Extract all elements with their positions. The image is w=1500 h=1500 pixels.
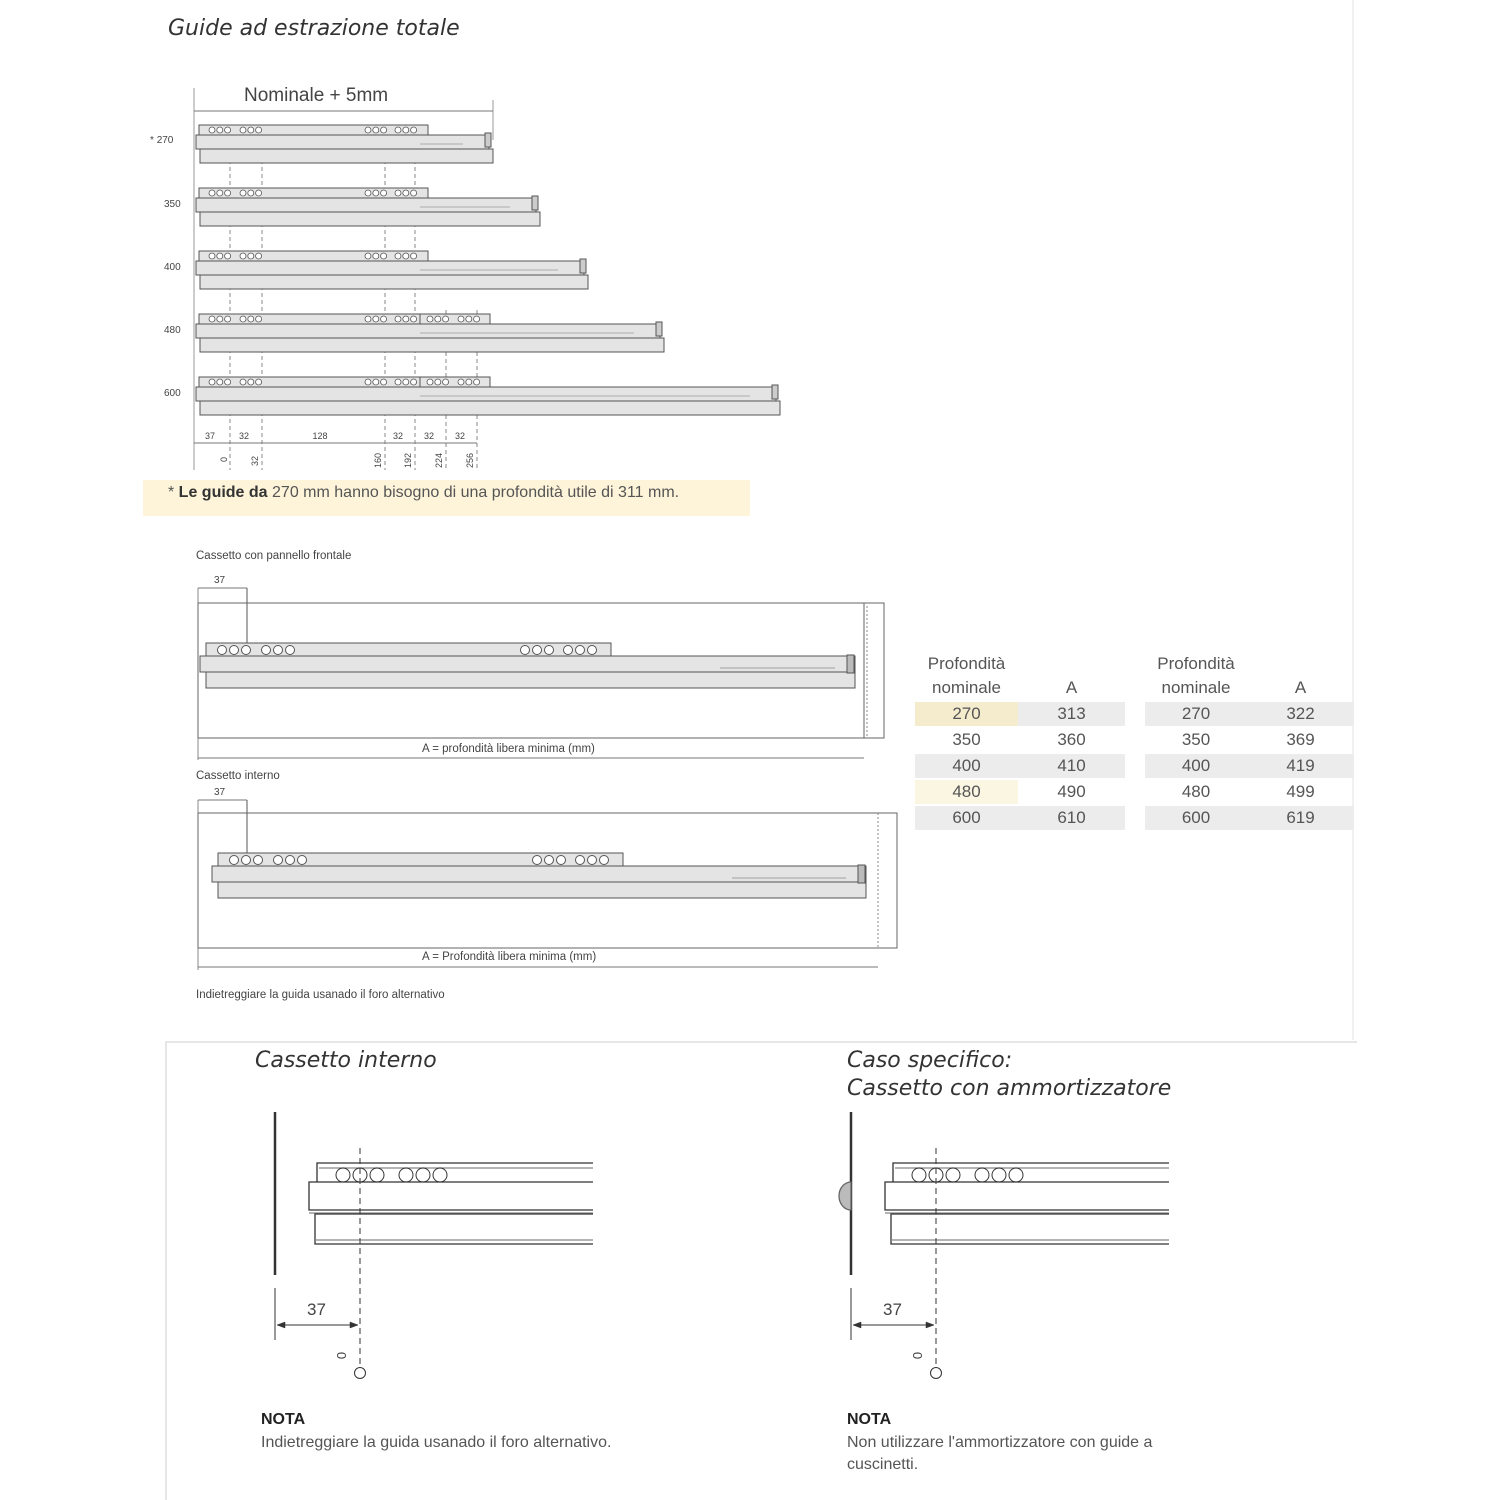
dim-arrow-right [350, 1322, 358, 1328]
rail-label-480: 480 [164, 325, 181, 336]
nota-right-heading: NOTA [847, 1411, 892, 1428]
detail-right-zero: 0 [910, 1351, 926, 1360]
table-row: 270 313 [915, 702, 1125, 726]
detail-left [275, 1112, 593, 1379]
detail-left-zero: 0 [334, 1351, 350, 1360]
table-row: 600 610 [915, 806, 1125, 830]
nota-left-text: Indietreggiare la guida usanado il foro alternativo. [261, 1434, 612, 1451]
rail-label-600: 600 [164, 388, 181, 399]
rail-hole [1009, 1168, 1023, 1182]
section1-a-label: A = profondità libera minima (mm) [422, 743, 595, 755]
rail-label-400: 400 [164, 262, 181, 273]
detail-right [839, 1112, 1169, 1379]
hole-label: 224 [434, 452, 444, 468]
table-row: 400 410 [915, 754, 1125, 778]
table-row: 350 360 [952, 730, 1086, 749]
section-footnote: Indietreggiare la guida usanado il foro alternativo [196, 989, 445, 1001]
dim-arrow-right [926, 1322, 934, 1328]
rail-label-350: 350 [164, 199, 181, 210]
section1-caption: Cassetto con pannello frontale [196, 550, 352, 562]
table-row: 600 619 [1145, 806, 1354, 830]
rail-label-270: * 270 [150, 135, 174, 146]
rail-hole [992, 1168, 1006, 1182]
rail-hole [416, 1168, 430, 1182]
hole-label: 160 [373, 452, 383, 468]
rail-middle [885, 1182, 1169, 1210]
dim-arrow-left [277, 1322, 285, 1328]
bottom-left-title: Cassetto interno [255, 1048, 437, 1073]
table-row: 270 322 [1145, 702, 1354, 726]
rail-hole [912, 1168, 926, 1182]
table-row: 480 490 [915, 780, 1125, 804]
bottom-right-title-1: Caso specifico: [847, 1048, 1013, 1073]
hole-marker [355, 1368, 366, 1379]
hole-marker [931, 1368, 942, 1379]
dim-arrow-left [853, 1322, 861, 1328]
rail-middle [309, 1182, 593, 1210]
section2-dim: 37 [214, 787, 226, 798]
nota-left-heading: NOTA [261, 1411, 306, 1428]
bottom-right-title-2: Cassetto con ammortizzatore [847, 1076, 1172, 1101]
damper-bumper [839, 1182, 851, 1210]
table2-col-depth: Profondità nominale [1157, 654, 1235, 697]
main-title: Guide ad estrazione totale [168, 16, 460, 41]
hole-label: 0 [219, 456, 229, 462]
rail-hole [336, 1168, 350, 1182]
note-text: * Le guide da 270 mm hanno bisogno di una profondità utile di 311 mm. [168, 484, 680, 501]
hole-label: 256 [465, 452, 475, 468]
table2-col-a: A [1294, 678, 1307, 697]
section2-a-label: A = Profondità libera minima (mm) [422, 951, 597, 963]
hole-label: 192 [403, 452, 413, 468]
spacing-label: 37 [204, 431, 216, 441]
table-row: 400 419 [1145, 754, 1354, 778]
spacing-label: 32 [238, 431, 250, 441]
spacing-label: 32 [454, 431, 466, 441]
table1-col-a: A [1065, 678, 1078, 697]
spacing-label: 128 [312, 431, 328, 441]
rail-hole [433, 1168, 447, 1182]
rail-hole [975, 1168, 989, 1182]
section2-caption: Cassetto interno [196, 770, 280, 782]
nota-right-text: Non utilizzare l'ammortizzatore con guide a cuscinetti. [847, 1434, 1153, 1473]
rail-hole [946, 1168, 960, 1182]
hole-label: 32 [250, 455, 260, 466]
rail-top [317, 1163, 593, 1182]
section1-dim: 37 [214, 575, 226, 586]
detail-left-dim: 37 [307, 1300, 326, 1319]
rail-top [893, 1163, 1169, 1182]
rail-hole [370, 1168, 384, 1182]
spacing-label: 32 [423, 431, 435, 441]
rail-hole [399, 1168, 413, 1182]
table-row: 350 369 [1181, 730, 1315, 749]
spacing-label: 32 [392, 431, 404, 441]
table-row: 480 499 [1181, 782, 1315, 801]
nominale-label: Nominale + 5mm [244, 85, 389, 106]
table1-col-depth: Profondità nominale [927, 654, 1006, 697]
detail-right-dim: 37 [883, 1300, 902, 1319]
